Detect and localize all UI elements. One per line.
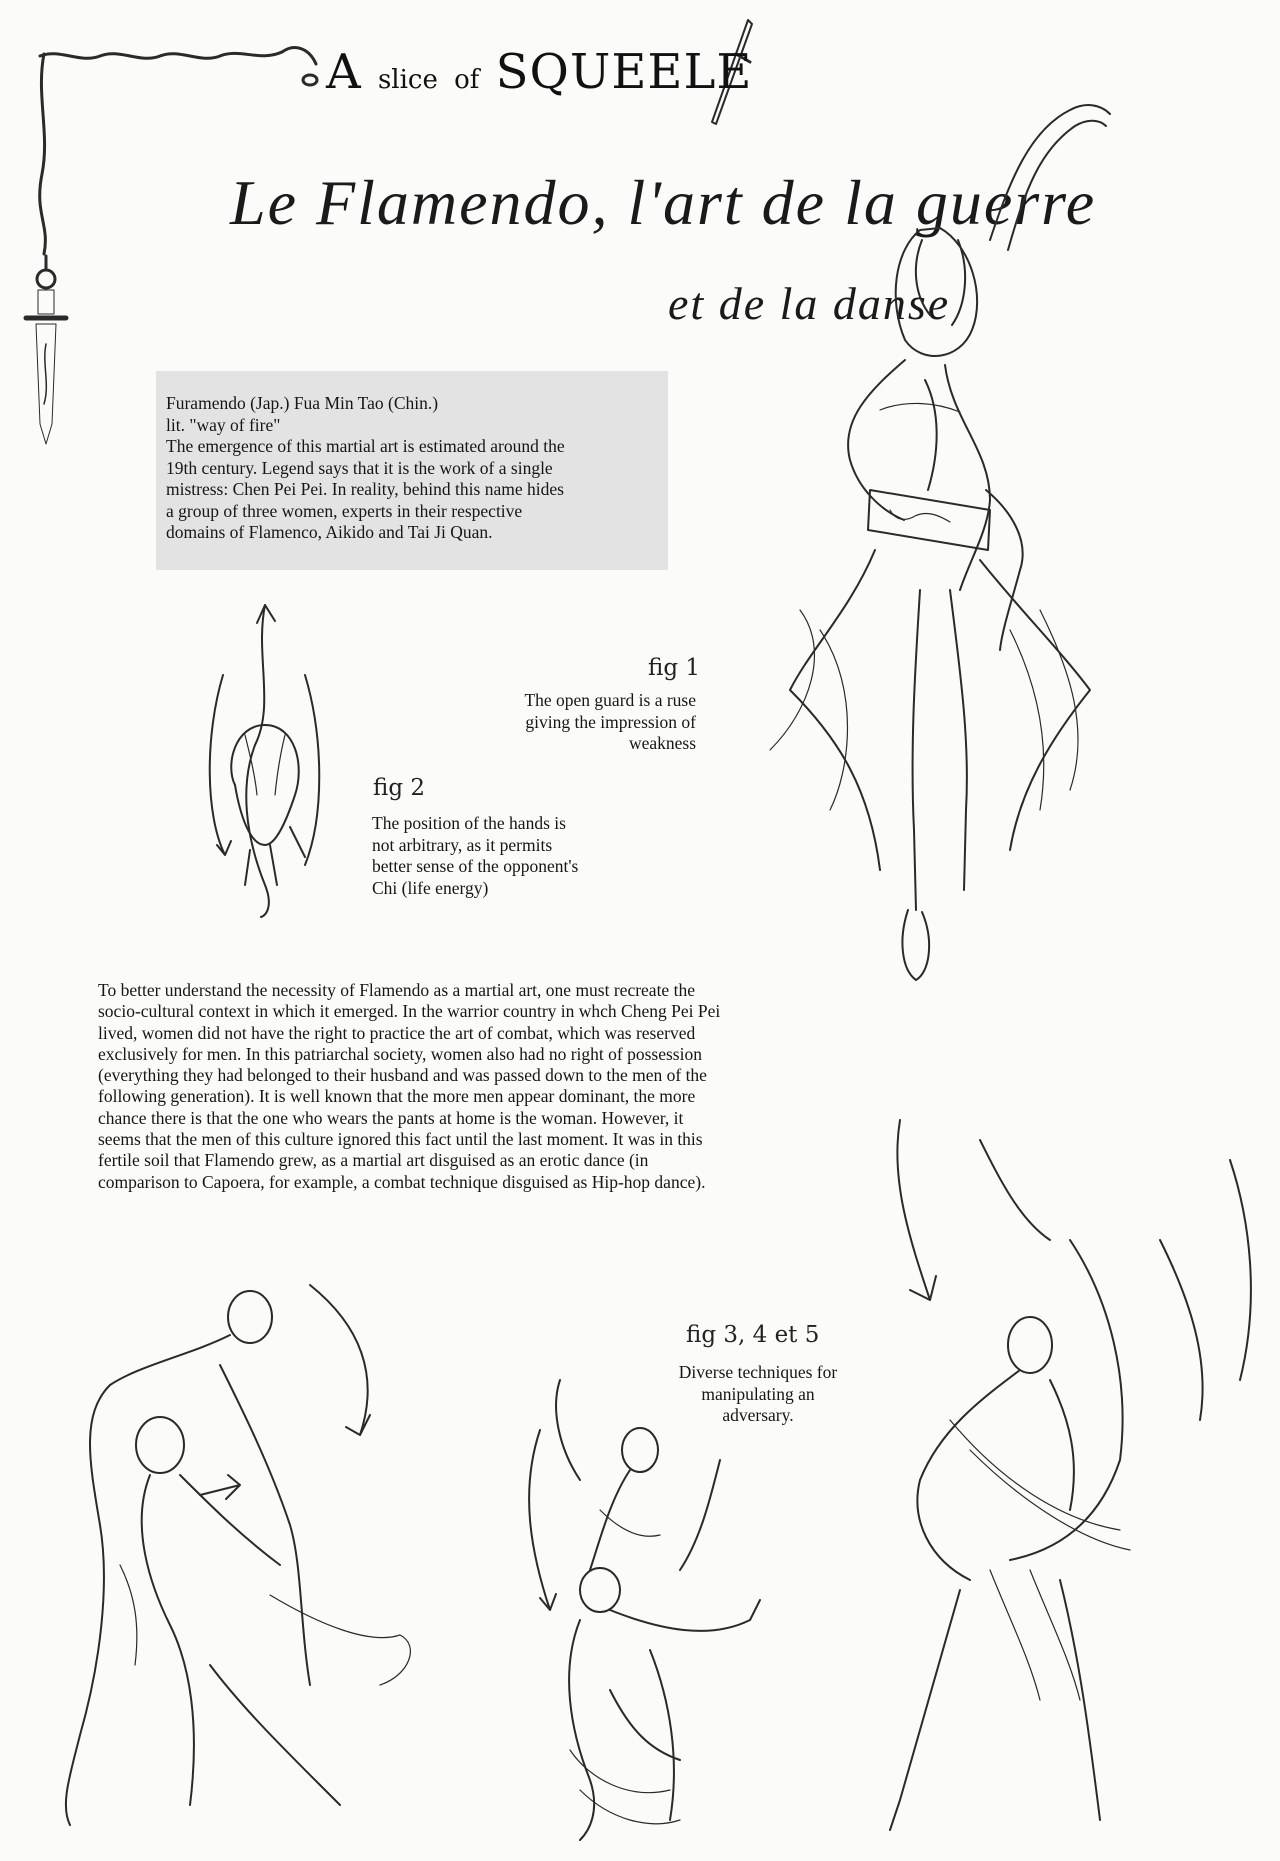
fig345-caption-line: manipulating an [701,1383,815,1404]
fig2-caption [372,813,578,899]
chain-horizontal [40,48,317,85]
intro-line: Furamendo (Jap.) Fua Min Tao (Chin.) [166,393,439,413]
subtitle-line-1: Le Flamendo, l'art de la guerre [230,167,1097,238]
fig345-label: fig 3, 4 et 5 [686,1322,820,1348]
title-squeele: SQUEELE [495,44,753,100]
fig2-caption-line: better sense of the opponent's [372,856,579,876]
body-line: seems that the men of this culture ignored this fact until the last moment. It was in this [98,1129,703,1150]
intro-line: The emergence of this martial art is estimated around the [166,436,565,456]
dancer-sketch-illustration [690,90,1280,1010]
fig2-label: fig 2 [373,775,426,801]
sword-icon [26,256,66,444]
throw-sketch-middle-illustration [480,1370,800,1850]
intro-line: domains of Flamenco, Aikido and Tai Ji Quan. [166,522,493,542]
title-of: of [454,65,480,95]
fig1-caption [480,690,696,755]
fig345-caption-line: adversary. [722,1405,794,1425]
body-line: lived, women did not have the right to practice the art of combat, which was reserved [98,1022,696,1043]
fig1-caption-line: giving the impression of [525,711,696,732]
fig1-label: fig 1 [648,655,701,681]
intro-line: lit. "way of fire" [166,414,281,435]
intro-line: a group of three women, experts in their respective [166,500,523,521]
fig2-caption-line: Chi (life energy) [372,877,489,898]
grapple-sketch-left-illustration [40,1265,440,1845]
title-a: A [326,44,362,100]
spin-sketch-right-illustration [830,1100,1280,1845]
chain-vertical [40,54,46,254]
body-line: chance there is that the one who wears the pants at home is the woman. However, it [98,1107,684,1128]
body-line: exclusively for men. In this patriarchal society, women also had no right of possession [98,1043,702,1064]
body-text [98,980,858,1193]
body-line: comparison to Capoera, for example, a combat technique disguised as Hip-hop dance). [98,1171,706,1192]
title-slice: slice [377,65,438,95]
fig1-caption-line: The open guard is a ruse [524,690,696,710]
intro-line: 19th century. Legend says that it is the work of a single [166,457,553,478]
body-line: (everything they had belonged to their husband and was passed down to the men of the [98,1065,707,1086]
fig1-caption-line: weakness [628,733,696,753]
hands-sketch-illustration [195,595,335,920]
fig2-caption-line: The position of the hands is [372,813,566,833]
header-title [326,44,752,100]
body-line: To better understand the necessity of Flamendo as a martial art, one must recreate the [98,980,695,1000]
fig345-caption-line: Diverse techniques for [678,1362,838,1382]
intro-line: mistress: Chen Pei Pei. In reality, behind this name hides [166,479,564,499]
body-line: fertile soil that Flamendo grew, as a martial art disguised as an erotic dance (in [98,1150,649,1171]
intro-text [166,393,662,544]
body-line: socio-cultural context in which it emerged. In the warrior country in whch Cheng Pei Pei [98,1001,721,1022]
body-line: following generation). It is well known that the more men appear dominant, the more [98,1086,696,1107]
subtitle-line-2: et de la danse [668,278,951,329]
fig2-caption-line: not arbitrary, as it permits [372,834,553,855]
